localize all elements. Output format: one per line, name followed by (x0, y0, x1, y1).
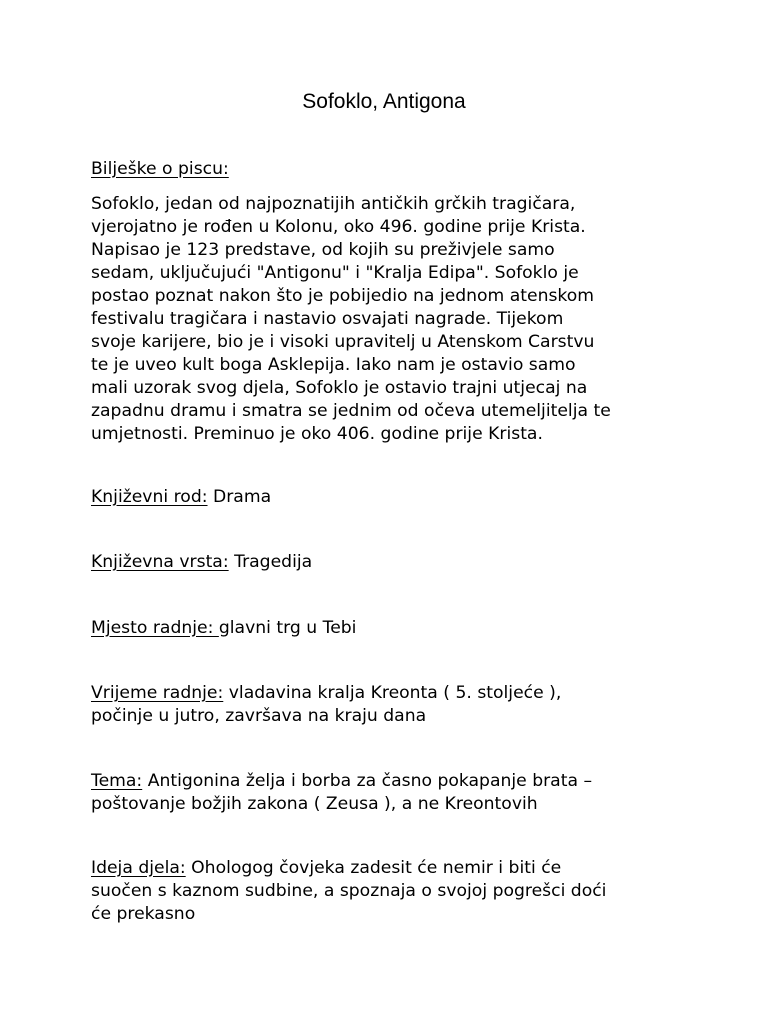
field-value: Tragedija (234, 552, 313, 572)
field-label: Tema: (91, 771, 143, 791)
field-value: će prekasno (91, 904, 196, 924)
document-title: Sofoklo, Antigona (302, 90, 466, 113)
field-value: poštovanje božjih zakona ( Zeusa ), a ne Kreontovih (91, 794, 538, 814)
field-literary-genre (91, 486, 691, 509)
field-theme (91, 770, 691, 816)
field-setting-place (91, 617, 691, 640)
paragraph-line: sedam, uključujući "Antigonu" i "Kralja Edipa". Sofoklo je (91, 263, 579, 283)
author-notes-heading-block (91, 158, 691, 181)
field-value: Antigonina želja i borba za časno pokapanje brata – (147, 771, 593, 791)
author-notes-label: Bilješke o piscu: (91, 159, 229, 179)
field-value: počinje u jutro, završava na kraju dana (91, 706, 427, 726)
field-value: Ohologog čovjeka zadesit će nemir i biti će (191, 858, 562, 878)
field-label: Književni rod: (91, 487, 208, 507)
field-label: Vrijeme radnje: (91, 683, 224, 703)
field-main-idea (91, 857, 691, 926)
paragraph-line: vjerojatno je rođen u Kolonu, oko 496. godine prije Krista. (91, 217, 586, 237)
paragraph-line: postao poznat nakon što je pobijedio na jednom atenskom (91, 286, 595, 306)
paragraph-line: umjetnosti. Preminuo je oko 406. godine prije Krista. (91, 424, 543, 444)
field-label: Mjesto radnje: (91, 618, 219, 638)
field-label: Književna vrsta: (91, 552, 229, 572)
paragraph-line: te je uveo kult boga Asklepija. Iako nam je ostavio samo (91, 355, 576, 375)
field-value: Drama (213, 487, 272, 507)
paragraph-line: festivalu tragičara i nastavio osvajati nagrade. Tijekom (91, 309, 564, 329)
paragraph-line: Napisao je 123 predstave, od kojih su preživjele samo (91, 240, 555, 260)
author-notes-paragraph (91, 193, 691, 446)
paragraph-line: svoje karijere, bio je i visoki upravitelj u Atenskom Carstvu (91, 332, 595, 352)
field-value: suočen s kaznom sudbine, a spoznaja o svojoj pogrešci doći (91, 881, 607, 901)
field-label: Ideja djela: (91, 858, 186, 878)
paragraph-line: mali uzorak svog djela, Sofoklo je ostavio trajni utjecaj na (91, 378, 588, 398)
paragraph-line: zapadnu dramu i smatra se jednim od očeva utemeljitelja te (91, 401, 611, 421)
field-setting-time (91, 682, 691, 728)
paragraph-line: Sofoklo, jedan od najpoznatijih antičkih grčkih tragičara, (91, 194, 576, 214)
field-value: glavni trg u Tebi (218, 618, 357, 638)
field-literary-type (91, 551, 691, 574)
field-value: vladavina kralja Kreonta ( 5. stoljeće ), (228, 683, 562, 703)
